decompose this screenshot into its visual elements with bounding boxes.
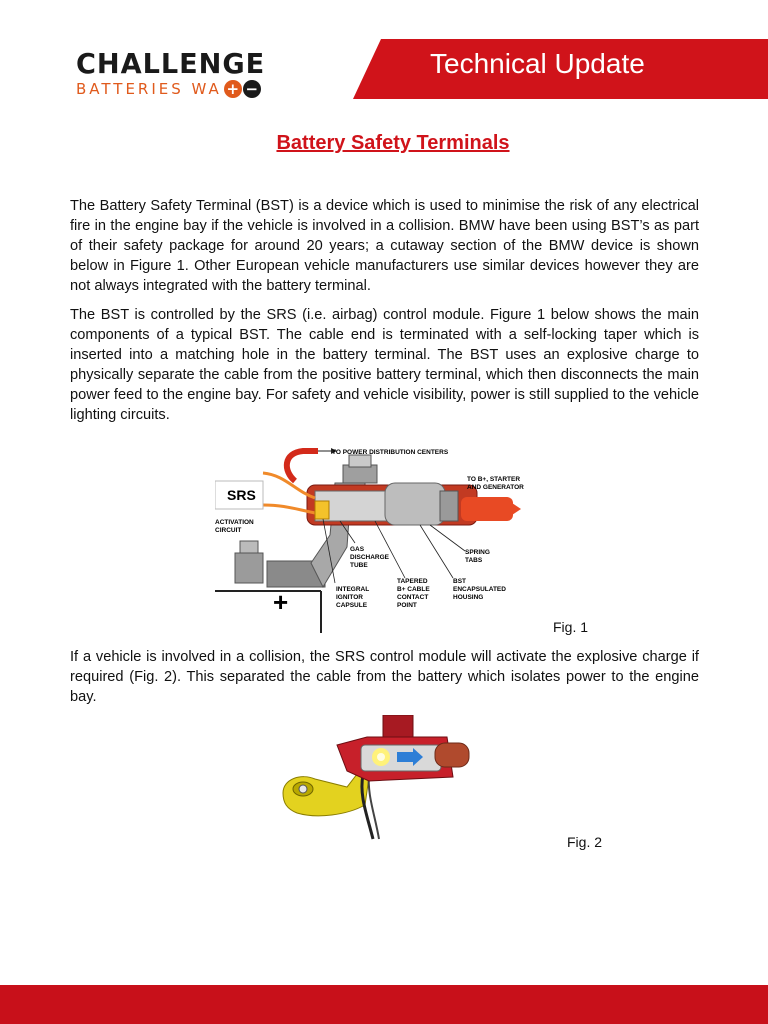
company-logo — [76, 47, 271, 98]
label-tapered-4: POINT — [397, 602, 417, 609]
logo-terminal-icons — [224, 80, 261, 98]
page-title: Battery Safety Terminals — [276, 132, 510, 154]
label-activation-1: ACTIVATION — [215, 519, 254, 526]
label-power-distribution: TO POWER DISTRIBUTION CENTERS — [332, 449, 449, 456]
label-activation-2: CIRCUIT — [215, 527, 242, 534]
figure-1-bst-diagram — [215, 443, 545, 633]
label-tapered-3: CONTACT — [397, 594, 429, 601]
logo-subtitle — [76, 80, 271, 98]
label-bst-2: ENCAPSULATED — [453, 586, 506, 593]
logo-wordmark: CHALLENGE — [76, 47, 266, 80]
label-to-b-2: AND GENERATOR — [467, 484, 524, 491]
paragraph-intro: The Battery Safety Terminal (BST) is a device which is used to minimise the risk of any electrical fire in the engine bay if the vehicle is involved in a collision. BMW have been using BST’s as part of their safety package for around 20 years; a cutaway section of the BMW device is shown below in Figure 1. Other European vehicle manufacturers use similar devices however they are not always integrated with the battery terminal. — [70, 198, 699, 294]
label-integral-2: IGNITOR — [336, 594, 363, 601]
label-gas-3: TUBE — [350, 562, 368, 569]
label-tapered-2: B+ CABLE — [397, 586, 430, 593]
label-integral-3: CAPSULE — [336, 602, 368, 609]
label-gas-2: DISCHARGE — [350, 554, 390, 561]
label-spring-1: SPRING — [465, 549, 490, 556]
footer-bar — [0, 985, 768, 1024]
label-to-b-1: TO B+, STARTER — [467, 476, 521, 483]
plus-icon: + — [224, 80, 242, 98]
label-gas-1: GAS — [350, 546, 365, 553]
paragraph-collision: If a vehicle is involved in a collision, the SRS control module will activate the explosive charge if required (Fig. 2). This separated the cable from the battery which isolates power to the engine bay. — [70, 649, 699, 705]
battery-plus-label: + — [273, 587, 289, 617]
logo-subtitle-text: BATTERIES WA — [76, 80, 222, 98]
label-srs: SRS — [227, 487, 256, 503]
label-bst-3: HOUSING — [453, 594, 484, 601]
figure-2-bst-activation — [277, 715, 477, 840]
paragraph-control: The BST is controlled by the SRS (i.e. airbag) control module. Figure 1 below shows the main components of a typical BST. The cable end is terminated with a self-locking taper which is inserted into a matching hole in the battery terminal. The BST uses an explosive charge to physically separate the cable from the positive battery terminal, which then disconnects the main power feed to the engine bay. For safety and vehicle visibility, power is still supplied to the vehicle lighting circuits. — [70, 307, 699, 423]
label-integral-1: INTEGRAL — [336, 586, 370, 593]
label-spring-2: TABS — [465, 557, 483, 564]
figure-2-caption: Fig. 2 — [567, 834, 603, 850]
figure-1-caption: Fig. 1 — [553, 619, 589, 635]
label-tapered-1: TAPERED — [397, 578, 428, 585]
minus-icon: − — [243, 80, 261, 98]
label-bst-1: BST — [453, 578, 466, 585]
banner-title: Technical Update — [430, 48, 645, 79]
